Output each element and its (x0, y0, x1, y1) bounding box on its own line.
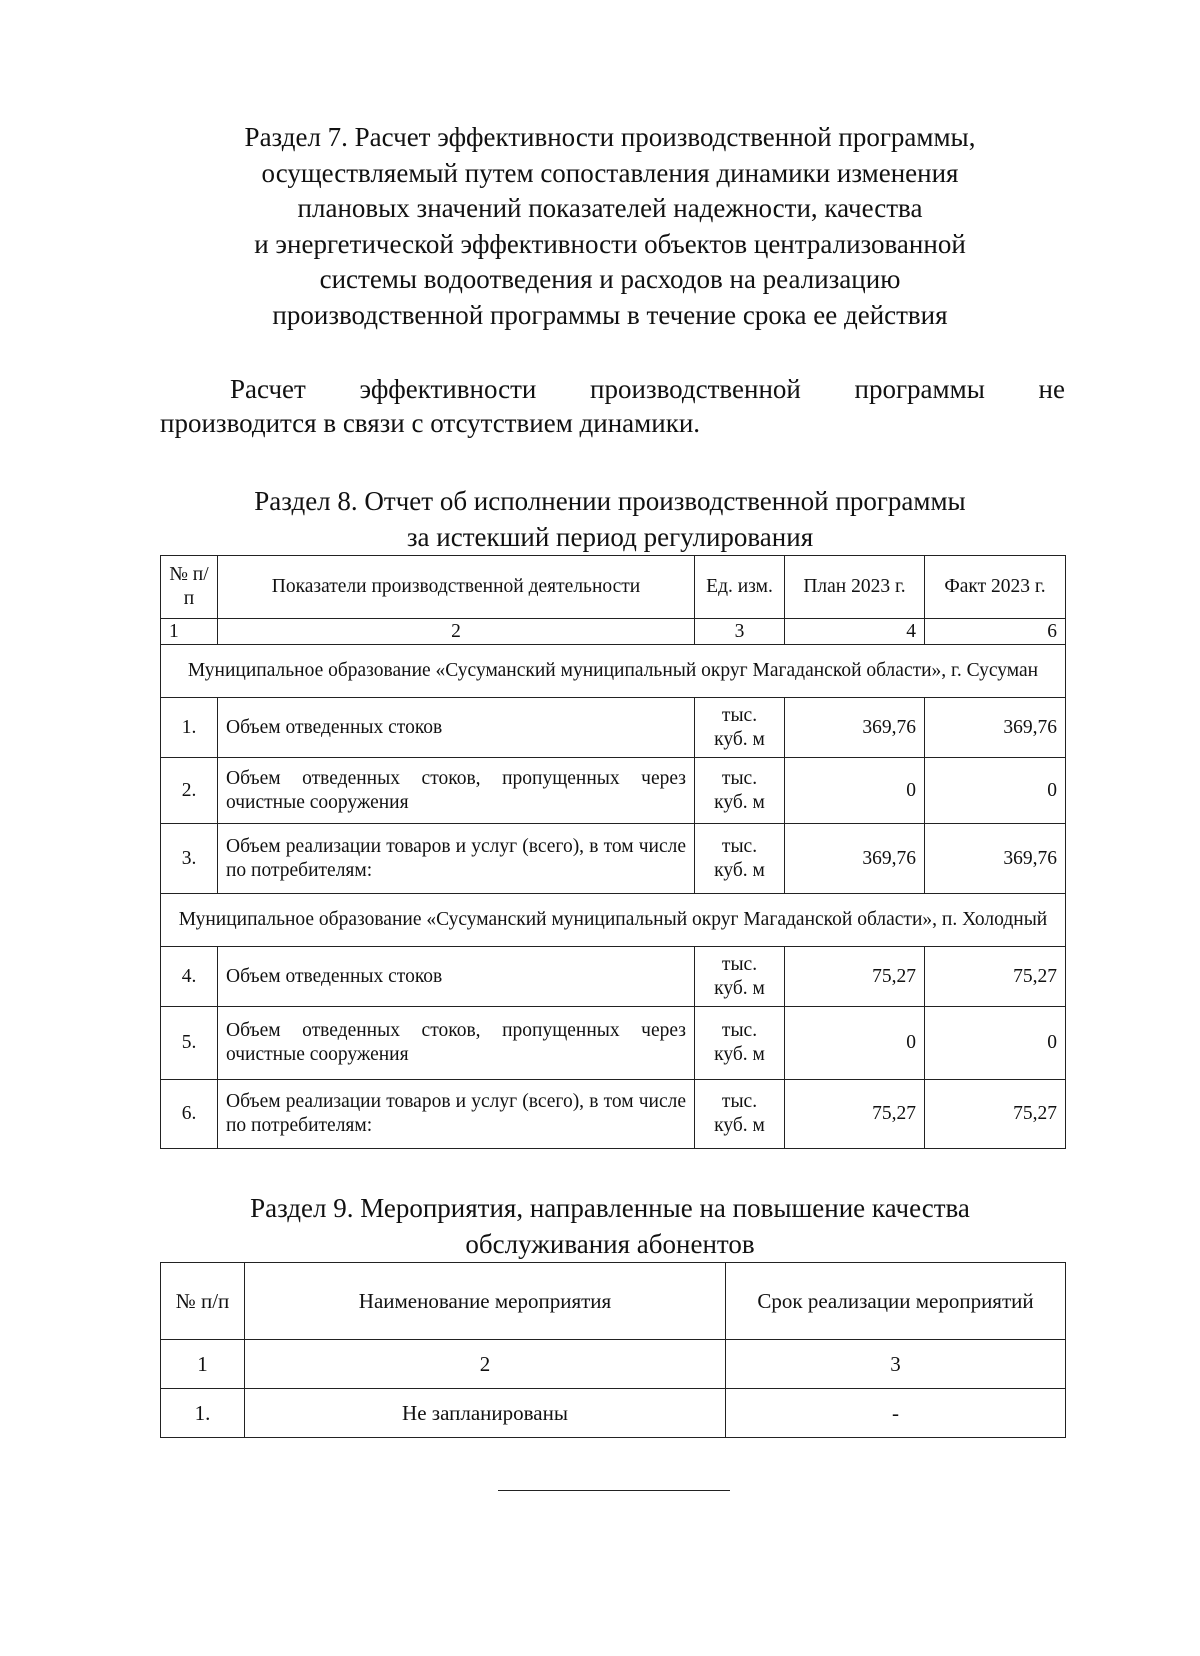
column-number-cell: 1 (161, 619, 218, 645)
indicator-cell: Объем отведенных стоков, пропущенных через очистные сооружения (218, 1007, 695, 1080)
table-row (161, 698, 1066, 758)
measure-term-cell: - (726, 1389, 1066, 1438)
indicator-cell: Объем реализации товаров и услуг (всего), в том числе по потребителям: (218, 1080, 695, 1149)
header-cell: Показатели производственной деятельности (218, 556, 695, 619)
column-number-cell: 2 (218, 619, 695, 645)
title-line: Раздел 8. Отчет об исполнении производственной программы (254, 486, 966, 516)
table-row (161, 947, 1066, 1007)
plan-cell: 0 (785, 758, 925, 824)
paragraph-word: не (1038, 374, 1065, 404)
paragraph-line: производится в связи с отсутствием динамики. (160, 408, 701, 438)
paragraph-word: эффективности (359, 374, 537, 404)
fact-cell: 369,76 (925, 824, 1066, 894)
header-cell: Ед. изм. (695, 556, 785, 619)
header-cell: № п/п (161, 556, 218, 619)
plan-cell: 369,76 (785, 824, 925, 894)
fact-cell: 75,27 (925, 1080, 1066, 1149)
group-title-cell: Муниципальное образование «Сусуманский муниципальный округ Магаданской области», г. Сусуман (161, 645, 1066, 698)
paragraph-word: программы (854, 374, 985, 404)
title-line: системы водоотведения и расходов на реализацию (319, 264, 901, 294)
plan-cell: 369,76 (785, 698, 925, 758)
title-line: и энергетической эффективности объектов централизованной (254, 228, 966, 259)
plan-cell: 75,27 (785, 947, 925, 1007)
plan-cell: 0 (785, 1007, 925, 1080)
column-number-cell: 6 (925, 619, 1066, 645)
title-line: за истекший период регулирования (406, 521, 814, 552)
indicator-cell: Объем отведенных стоков (218, 947, 695, 1007)
row-number-cell: 1. (161, 698, 218, 758)
section7-title (150, 120, 1070, 333)
section9-table (160, 1262, 1066, 1438)
table-header-row (161, 556, 1066, 619)
row-number-cell: 6. (161, 1080, 218, 1149)
group-title-cell: Муниципальное образование «Сусуманский муниципальный округ Магаданской области», п. Холодный (161, 894, 1066, 947)
paragraph-word: Расчет (230, 374, 306, 404)
unit-cell: тыс. куб. м (695, 1080, 785, 1149)
closing-rule (498, 1490, 730, 1491)
section9-title (150, 1191, 1070, 1262)
group-title-row (161, 894, 1066, 947)
indicator-cell: Объем отведенных стоков (218, 698, 695, 758)
section8-title (150, 484, 1070, 555)
measure-name-cell: Не запланированы (245, 1389, 726, 1438)
header-cell: Факт 2023 г. (925, 556, 1066, 619)
indicator-cell: Объем отведенных стоков, пропущенных через очистные сооружения (218, 758, 695, 824)
table-row (161, 824, 1066, 894)
title-line: обслуживания абонентов (465, 1228, 755, 1259)
header-cell: Срок реализации мероприятий (726, 1263, 1066, 1340)
section7-paragraph (160, 372, 1065, 440)
column-number-cell: 3 (726, 1340, 1066, 1389)
column-number-cell: 4 (785, 619, 925, 645)
section8-table (160, 555, 1066, 1149)
paragraph-line (160, 372, 1065, 406)
header-cell: № п/п (161, 1263, 245, 1340)
plan-cell: 75,27 (785, 1080, 925, 1149)
row-number-cell: 2. (161, 758, 218, 824)
table-row (161, 1007, 1066, 1080)
column-number-cell: 3 (695, 619, 785, 645)
row-number-cell: 4. (161, 947, 218, 1007)
header-cell: План 2023 г. (785, 556, 925, 619)
column-number-cell: 1 (161, 1340, 245, 1389)
fact-cell: 0 (925, 758, 1066, 824)
row-number-cell: 3. (161, 824, 218, 894)
table-row (161, 1080, 1066, 1149)
fact-cell: 369,76 (925, 698, 1066, 758)
title-line: производственной программы в течение срока ее действия (272, 299, 948, 330)
group-title-row (161, 645, 1066, 698)
column-number-row (161, 619, 1066, 645)
row-number-cell: 1. (161, 1389, 245, 1438)
row-number-cell: 5. (161, 1007, 218, 1080)
fact-cell: 75,27 (925, 947, 1066, 1007)
indicator-cell: Объем реализации товаров и услуг (всего), в том числе по потребителям: (218, 824, 695, 894)
unit-cell: тыс. куб. м (695, 758, 785, 824)
unit-cell: тыс. куб. м (695, 947, 785, 1007)
unit-cell: тыс. куб. м (695, 1007, 785, 1080)
title-line: осуществляемый путем сопоставления динамики изменения (261, 157, 959, 188)
title-line: Раздел 9. Мероприятия, направленные на повышение качества (250, 1193, 970, 1223)
column-number-row (161, 1340, 1066, 1389)
table-row (161, 758, 1066, 824)
fact-cell: 0 (925, 1007, 1066, 1080)
table-row (161, 1389, 1066, 1438)
paragraph-word: производственной (590, 374, 801, 404)
title-line: плановых значений показателей надежности, качества (297, 193, 923, 223)
unit-cell: тыс. куб. м (695, 824, 785, 894)
title-line: Раздел 7. Расчет эффективности производственной программы, (244, 122, 976, 152)
column-number-cell: 2 (245, 1340, 726, 1389)
unit-cell: тыс. куб. м (695, 698, 785, 758)
header-cell: Наименование мероприятия (245, 1263, 726, 1340)
table-header-row (161, 1263, 1066, 1340)
